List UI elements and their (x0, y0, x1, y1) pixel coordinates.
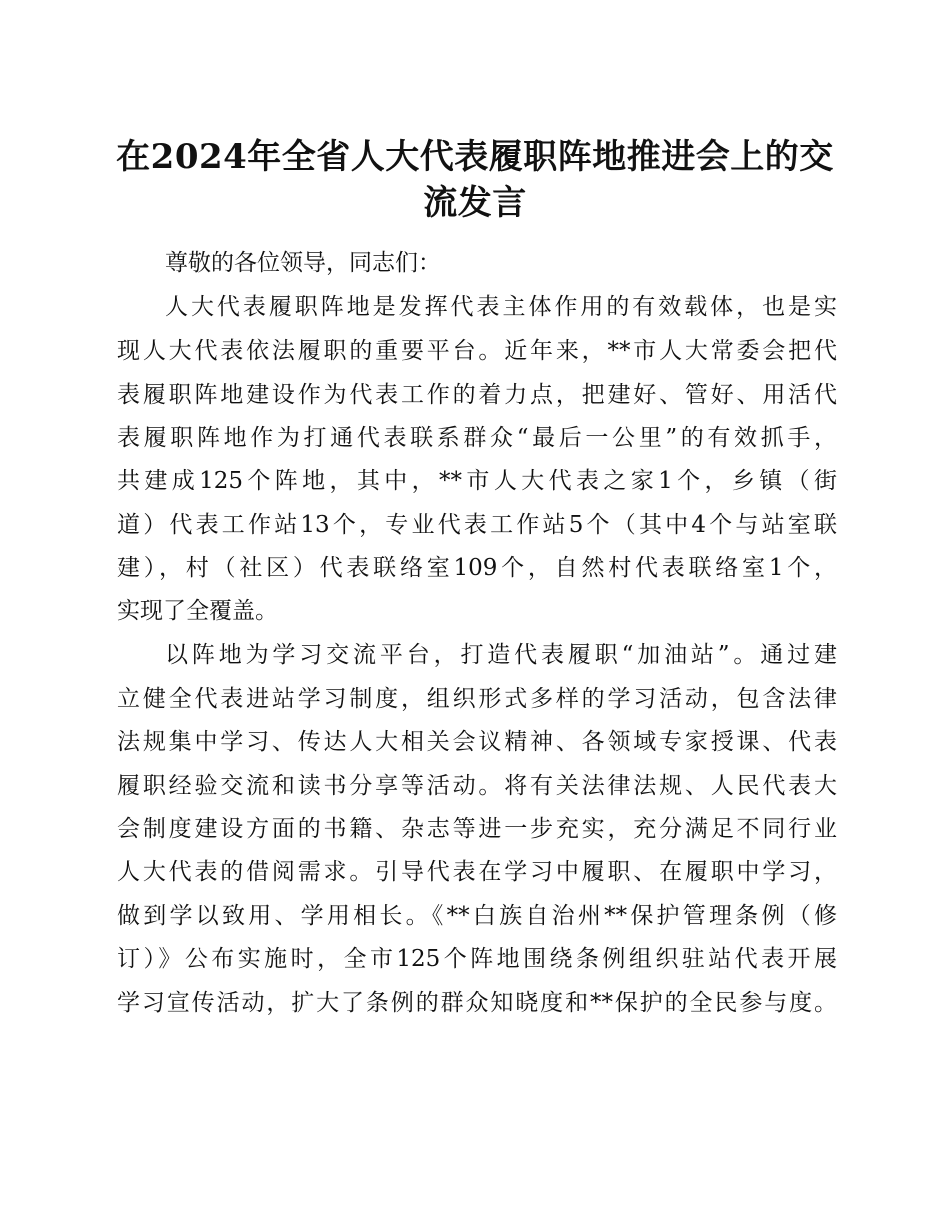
paragraph-1-line-8: 实现了全覆盖。 (117, 598, 278, 624)
paragraph-2-line-7: 做到学以致用、学用相长。《**白族自治州**保护管理条例（修 (117, 903, 837, 929)
paragraph-2-line-2: 立健全代表进站学习制度，组织形式多样的学习活动，包含法律 (117, 686, 837, 712)
paragraph-2-line-6: 人大代表的借阅需求。引导代表在学习中履职、在履职中学习， (117, 859, 837, 885)
paragraph-1-line-5: 共建成125个阵地，其中，**市人大代表之家1个，乡镇（街 (117, 468, 837, 494)
paragraph-1-line-6: 道）代表工作站13个，专业代表工作站5个（其中4个与站室联 (117, 512, 837, 538)
paragraph-2-line-1: 以阵地为学习交流平台，打造代表履职“加油站”。通过建 (165, 642, 837, 668)
paragraph-2-line-3: 法规集中学习、传达人大相关会议精神、各领域专家授课、代表 (117, 729, 837, 755)
paragraph-1-line-3: 表履职阵地建设作为代表工作的着力点，把建好、管好、用活代 (117, 382, 837, 408)
paragraph-1-line-2: 现人大代表依法履职的重要平台。近年来，**市人大常委会把代 (117, 338, 837, 364)
paragraph-1-line-1: 人大代表履职阵地是发挥代表主体作用的有效载体，也是实 (165, 294, 837, 320)
document-title-line-1: 在2024年全省人大代表履职阵地推进会上的交 (116, 137, 834, 177)
paragraph-1-line-7: 建），村（社区）代表联络室109个，自然村代表联络室1个， (117, 555, 837, 581)
paragraph-2-line-9: 学习宣传活动，扩大了条例的群众知晓度和**保护的全民参与度。 (117, 990, 837, 1016)
paragraph-2-line-5: 会制度建设方面的书籍、杂志等进一步充实，充分满足不同行业 (117, 816, 837, 842)
document-title-line-2: 流发言 (423, 183, 527, 223)
paragraph-2-line-4: 履职经验交流和读书分享等活动。将有关法律法规、人民代表大 (117, 773, 837, 799)
salutation: 尊敬的各位领导，同志们： (165, 250, 441, 276)
paragraph-2-line-8: 订）》公布实施时，全市125个阵地围绕条例组织驻站代表开展 (117, 946, 837, 972)
paragraph-1-line-4: 表履职阵地作为打通代表联系群众“最后一公里”的有效抓手， (117, 425, 837, 451)
